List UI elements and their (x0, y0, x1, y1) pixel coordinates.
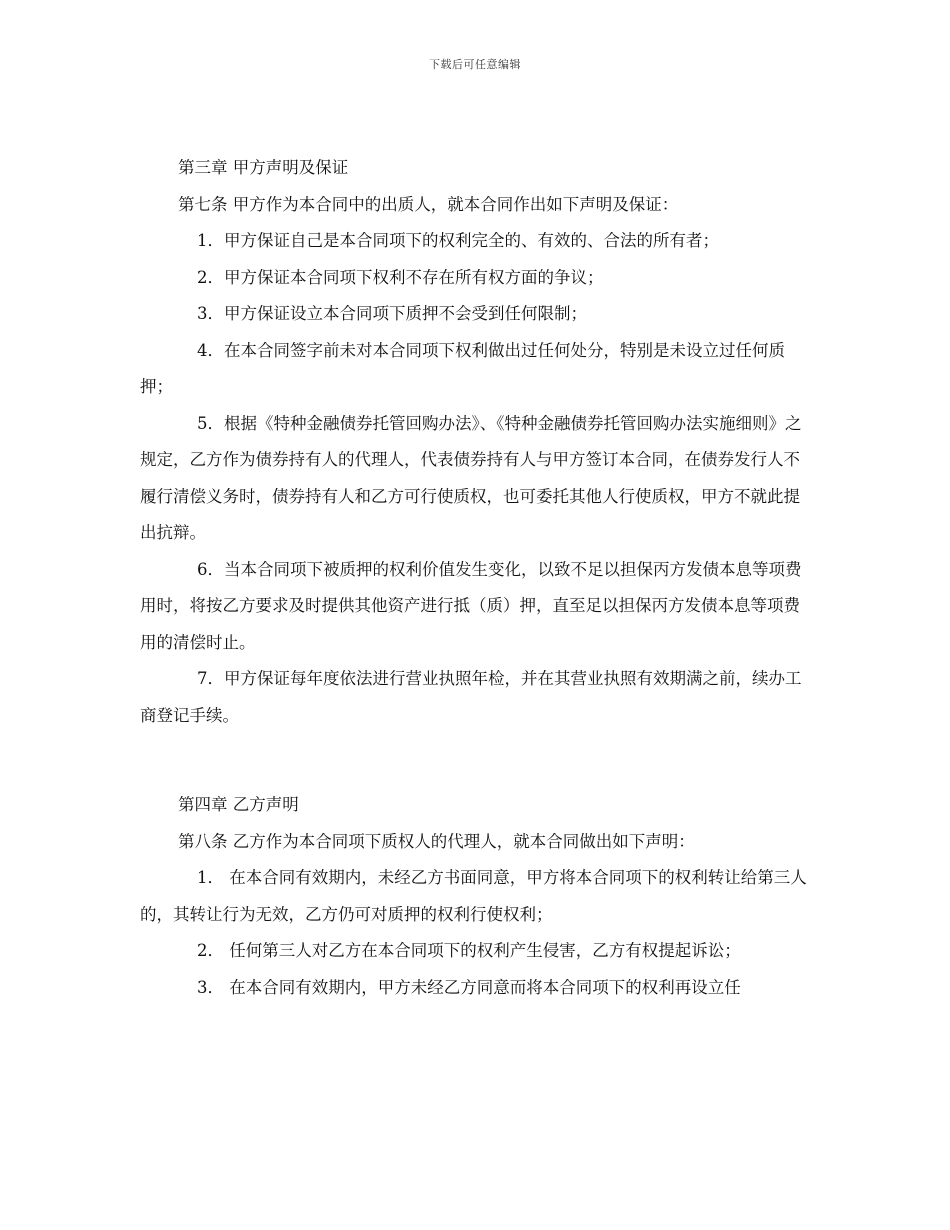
article-7-item-3: 3．甲方保证设立本合同项下质押不会受到任何限制； (197, 304, 587, 323)
article-8-item-1: 1． 在本合同有效期内，未经乙方书面同意，甲方将本合同项下的权利转让给第三人的，其转让行为无效，乙方仍可对质押的权利行使权利； (140, 868, 807, 924)
section-spacer (140, 734, 810, 787)
article-7-item-7: 7．甲方保证每年度依法进行营业执照年检，并在其营业执照有效期满之前，续办工商登记手续。 (140, 669, 802, 725)
article-7-item-4: 4．在本合同签字前未对本合同项下权利做出过任何处分，特别是未设立过任何质押； (140, 340, 785, 396)
article-7-title: 第七条 甲方作为本合同中的出质人，就本合同作出如下声明及保证： (178, 194, 679, 214)
article-7-item-5: 5．根据《特种金融债券托管回购办法》、《特种金融债券托管回购办法实施细则》之规定，乙方作为债券持有人的代理人，代表债券持有人与甲方签订本合同，在债券发行人不履行清偿义务时，债券持有人和乙方可行使质权，也可委托其他人行使质权，甲方不就此提出抗辩。 (140, 413, 802, 542)
article-8-item-2: 2． 任何第三人对乙方在本合同项下的权利产生侵害，乙方有权提起诉讼； (197, 941, 741, 960)
article-7-item-1: 1．甲方保证自己是本合同项下的权利完全的、有效的、合法的所有者； (197, 231, 719, 250)
chapter-3-title: 第三章 甲方声明及保证 (178, 158, 349, 177)
chapter-4-title: 第四章 乙方声明 (178, 795, 299, 814)
document-body (140, 150, 810, 1006)
page-header: 下载后可任意编辑 (429, 58, 521, 71)
article-8-item-3: 3． 在本合同有效期内，甲方未经乙方同意而将本合同项下的权利再设立任 (197, 977, 741, 997)
article-7-item-6: 6．当本合同项下被质押的权利价值发生变化，以致不足以担保丙方发债本息等项费用时，将按乙方要求及时提供其他资产进行抵（质）押，直至足以担保丙方发债本息等项费用的清偿时止。 (140, 559, 802, 652)
article-8-title: 第八条 乙方作为本合同项下质权人的代理人，就本合同做出如下声明： (178, 831, 695, 851)
article-7-item-2: 2．甲方保证本合同项下权利不存在所有权方面的争议； (197, 267, 604, 287)
